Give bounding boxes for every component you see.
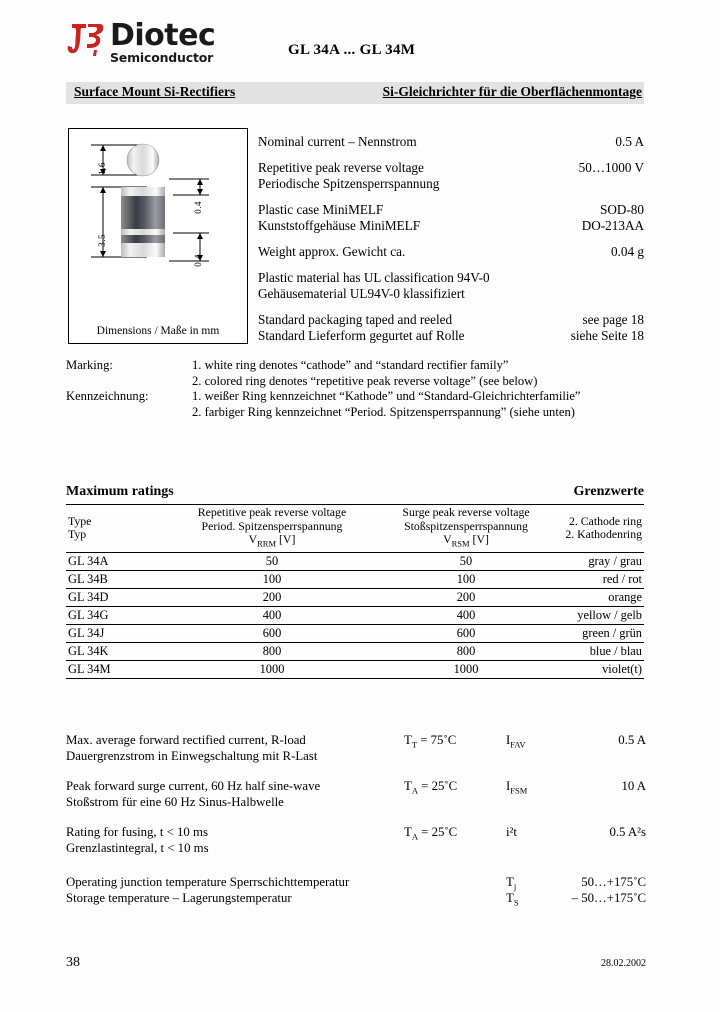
dim-label-band2: 0.4 (193, 254, 203, 267)
revision-date: 28.02.2002 (601, 958, 646, 969)
cell-ring: gray / grau (588, 553, 642, 568)
header-type-de: Typ (68, 527, 87, 542)
temp-desc-storage: Storage temperature – Lagerungstemperatur (66, 891, 292, 905)
cond-subscript: T (411, 739, 418, 750)
spec-value: 50…1000 V (578, 160, 644, 175)
marking-text-3: 1. weißer Ring kennzeichnet “Kathode” und “Standard-Gleichrichterfamilie” (192, 389, 581, 403)
spec-reverse-voltage-en (258, 160, 644, 176)
cell-vrrm: 50 (265, 553, 279, 568)
cell-type: GL 34K (66, 642, 170, 660)
spec-value: 0.04 g (611, 244, 644, 259)
cell-type: GL 34A (68, 553, 109, 568)
char-value: 0.5 A²s (609, 825, 646, 839)
cell-vrsm: 100 (374, 570, 558, 588)
header-vrrm-subscript: RRM (257, 538, 277, 549)
table-header-row (66, 505, 644, 552)
sym-subscript: FSM (510, 785, 528, 796)
header-vrrm-en: Repetitive peak reverse voltage (197, 505, 347, 519)
marking-block (66, 358, 646, 420)
ratings-rows (66, 553, 644, 678)
char-temperatures (66, 875, 646, 907)
spec-label: Weight approx. Gewicht ca. (258, 244, 406, 259)
logo-title: Diotec (110, 18, 216, 53)
spec-reverse-voltage-de (258, 176, 644, 192)
spacer (258, 192, 644, 202)
cond-value: = 25˚C (417, 825, 458, 839)
spec-value: see page 18 (582, 312, 644, 327)
cond-symbol: T (404, 733, 412, 747)
spec-label: Periodische Spitzensperrspannung (258, 176, 440, 191)
cond-value: = 25˚C (417, 779, 458, 793)
spec-weight (258, 244, 644, 260)
spec-packaging-en (258, 312, 644, 328)
char-desc-de: Dauergrenzstrom in Einwegschaltung mit R-Last (66, 749, 318, 763)
header-vrsm-en: Surge peak reverse voltage (402, 505, 530, 519)
cond-subscript: A (411, 831, 418, 842)
table-row (66, 588, 644, 606)
header-vrrm-symbol: V (248, 532, 258, 546)
table-row (66, 606, 644, 624)
temp-symbol-junction (506, 875, 516, 892)
section-band (66, 82, 644, 104)
char-value: 0.5 A (618, 733, 646, 747)
header-vrrm-de: Period. Spitzensperrspannung (201, 518, 343, 533)
ratings-grid (66, 505, 644, 552)
char-forward-current (66, 733, 646, 765)
spec-ul-de (258, 286, 644, 302)
dim-label-top: 1.6 (97, 162, 107, 175)
maximum-ratings-table (66, 484, 644, 679)
rule (66, 678, 644, 679)
cell-vrsm: 400 (374, 606, 558, 624)
spec-value: SOD-80 (600, 202, 644, 217)
cell-type: GL 34J (66, 624, 170, 642)
dim-label-body: 3.5 (97, 234, 107, 247)
char-surge-current (66, 779, 646, 811)
marking-text-1: 1. white ring denotes “cathode” and “standard rectifier family” (192, 358, 509, 372)
sym-subscript: j (513, 881, 517, 892)
characteristics-list (66, 733, 646, 921)
header-vrsm-unit: [V] (469, 532, 489, 546)
cell-vrrm: 200 (170, 588, 374, 606)
spacer (258, 260, 644, 270)
header-vrsm-de: Stoßspitzensperrspannung (404, 518, 528, 533)
char-line-primary (66, 733, 646, 749)
header-ring-de: 2. Kathodenring (565, 527, 642, 542)
spec-label: Plastic material has UL classification 94V-0 (258, 270, 490, 285)
char-symbol (506, 779, 527, 796)
char-line-secondary (66, 795, 646, 811)
cell-vrsm: 1000 (374, 660, 558, 678)
char-condition (404, 779, 457, 796)
page-header (66, 20, 646, 76)
melf-outline-drawing (69, 129, 245, 314)
cond-value: = 75˚C (417, 733, 457, 747)
header-vrsm-symbol: V (443, 532, 452, 546)
cell-vrrm: 1000 (170, 660, 374, 678)
sym-subscript: S (513, 897, 519, 908)
char-condition (404, 825, 457, 842)
sym-base: T (506, 891, 514, 905)
cell-ring: green / grün (558, 624, 644, 642)
spec-value: 0.5 A (615, 134, 644, 149)
table-row (66, 660, 644, 678)
ratings-title-de: Grenzwerte (573, 484, 644, 499)
cell-vrsm: 200 (374, 588, 558, 606)
char-line-secondary (66, 841, 646, 857)
diotec-monogram-icon (66, 20, 106, 62)
spacer (258, 150, 644, 160)
marking-row-2 (66, 374, 646, 390)
page-footer (66, 955, 646, 975)
band-title-en: Surface Mount Si-Rectifiers (74, 84, 236, 99)
spec-nominal-current (258, 134, 644, 150)
temp-desc-junction: Operating junction temperature Sperrschichttemperatur (66, 875, 350, 889)
char-condition (404, 733, 456, 750)
ratings-title-en: Maximum ratings (66, 484, 174, 499)
logo-wordmark (110, 20, 215, 65)
cell-ring: blue / blau (558, 642, 644, 660)
header-vrrm (170, 505, 374, 552)
diotec-logo (66, 20, 215, 65)
char-desc-en: Peak forward surge current, 60 Hz half sine-wave (66, 779, 321, 793)
table-row (66, 553, 644, 571)
header-type (66, 505, 170, 552)
band-title-de: Si-Gleichrichter für die Oberflächenmontage (382, 84, 642, 99)
document-title: GL 34A ... GL 34M (288, 42, 416, 58)
sym-base: I (506, 779, 511, 793)
cond-symbol: T (404, 825, 412, 839)
char-line-junction-temp (66, 875, 646, 891)
cell-ring: violet(t) (558, 660, 644, 678)
header-type-en: Type (68, 513, 92, 528)
table-row (66, 624, 644, 642)
cell-vrsm: 50 (459, 553, 473, 568)
marking-text-2: 2. colored ring denotes “repetitive peak reverse voltage” (see below) (192, 373, 538, 388)
table-row (66, 570, 644, 588)
dim-label-band1: 0.4 (193, 201, 203, 214)
marking-text-4: 2. farbiger Ring kennzeichnet “Period. Spitzensperrspannung” (siehe unten) (192, 404, 575, 419)
spec-case-en (258, 202, 644, 218)
spec-label: Standard packaging taped and reeled (258, 312, 453, 327)
char-line-secondary (66, 749, 646, 765)
char-symbol (506, 733, 526, 750)
spec-value: siehe Seite 18 (570, 328, 644, 343)
char-desc-de: Grenzlastintegral, t < 10 ms (66, 841, 209, 855)
page-number: 38 (66, 955, 80, 970)
char-desc-en: Max. average forward rectified current, R-load (66, 733, 306, 747)
header-ring (558, 505, 644, 552)
char-fusing-rating (66, 825, 646, 857)
header-vrsm-subscript: RSM (451, 538, 470, 549)
char-line-storage-temp (66, 891, 646, 907)
marking-row-4 (66, 405, 646, 421)
spacer (258, 234, 644, 244)
header-ring-en: 2. Cathode ring (568, 513, 642, 528)
spec-case-de (258, 218, 644, 234)
char-line-primary (66, 825, 646, 841)
cell-type: GL 34B (66, 570, 170, 588)
char-value: 10 A (621, 779, 646, 793)
char-line-primary (66, 779, 646, 795)
cell-vrrm: 100 (170, 570, 374, 588)
spec-label: Kunststoffgehäuse MiniMELF (258, 218, 421, 233)
logo-subtitle: Semiconductor (110, 50, 214, 65)
drawing-caption: Dimensions / Maße in mm (96, 325, 220, 337)
spec-label: Standard Lieferform gegurtet auf Rolle (258, 328, 465, 343)
char-symbol: i²t (506, 825, 517, 839)
specifications-list (258, 134, 644, 344)
marking-row-3 (66, 389, 646, 405)
cell-vrsm: 800 (374, 642, 558, 660)
package-drawing (68, 128, 248, 344)
cell-ring: red / rot (558, 570, 644, 588)
header-vrrm-unit: [V] (276, 532, 296, 546)
temp-value-storage: – 50…+175˚C (571, 891, 646, 905)
sym-base: I (506, 733, 511, 747)
cell-vrrm: 400 (170, 606, 374, 624)
cell-type: GL 34G (66, 606, 170, 624)
marking-row-1 (66, 358, 646, 374)
cond-symbol: T (404, 779, 412, 793)
char-desc-en: Rating for fusing, t < 10 ms (66, 825, 208, 839)
spec-label: Gehäusematerial UL94V-0 klassifiziert (258, 286, 465, 301)
spec-value: DO-213AA (581, 218, 644, 233)
marking-key-de: Kennzeichnung: (66, 389, 149, 403)
ratings-title (66, 484, 644, 504)
cell-vrsm: 600 (374, 624, 558, 642)
marking-key-en: Marking: (66, 358, 113, 372)
header-vrsm (374, 505, 558, 552)
cell-ring: orange (558, 588, 644, 606)
spacer (258, 302, 644, 312)
spec-label: Nominal current – Nennstrom (258, 134, 417, 149)
cell-type: GL 34M (66, 660, 170, 678)
sym-subscript: FAV (510, 739, 526, 750)
temp-value-junction: 50…+175˚C (581, 875, 646, 889)
cond-subscript: A (411, 785, 418, 796)
spec-label: Repetitive peak reverse voltage (258, 160, 424, 175)
sym-base: T (506, 875, 514, 889)
temp-symbol-storage (506, 891, 519, 908)
cell-vrrm: 600 (170, 624, 374, 642)
spec-ul-en (258, 270, 644, 286)
table-row (66, 642, 644, 660)
char-desc-de: Stoßstrom für eine 60 Hz Sinus-Halbwelle (66, 795, 284, 809)
cell-type: GL 34D (66, 588, 170, 606)
spec-packaging-de (258, 328, 644, 344)
cell-vrrm: 800 (170, 642, 374, 660)
spec-label: Plastic case MiniMELF (258, 202, 384, 217)
cell-ring: yellow / gelb (558, 606, 644, 624)
